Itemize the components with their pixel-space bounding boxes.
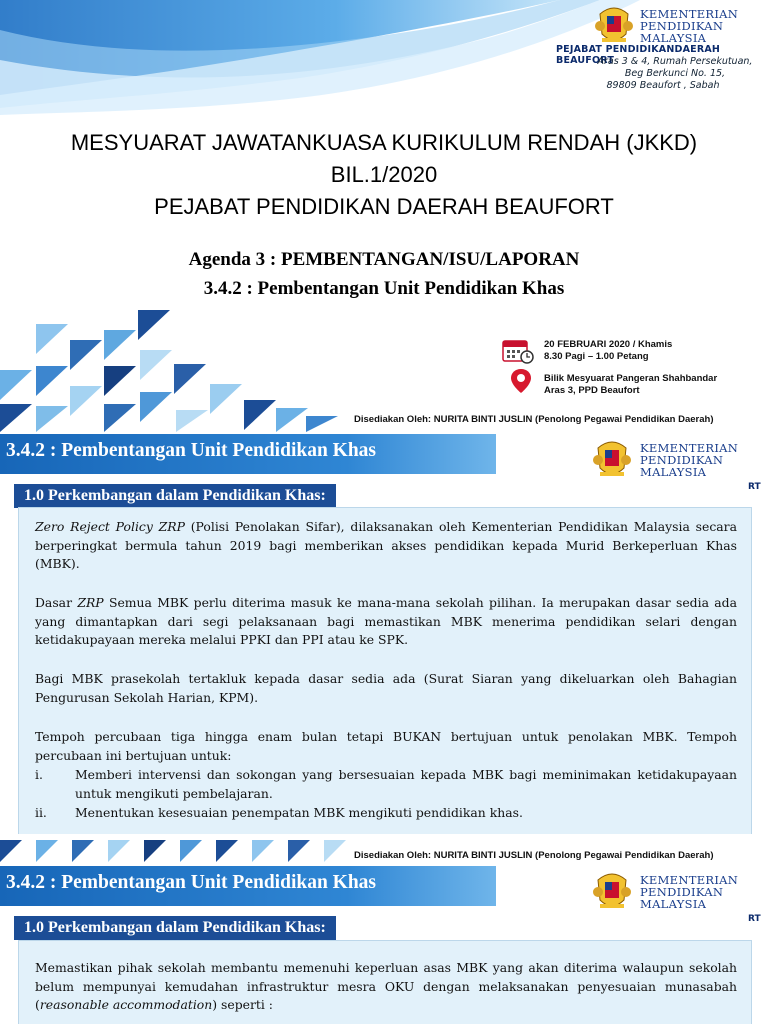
ministry-name	[640, 442, 738, 478]
section-banner: 1.0 Perkembangan dalam Pendidikan Khas:	[14, 484, 336, 508]
triangle-pattern	[0, 300, 340, 432]
office-name: PEJABAT PENDIDIKANDAERAH BEAUFORT	[556, 44, 721, 66]
zrp-abbrev: ZRP	[77, 595, 104, 610]
address-line-1: Aras 3 & 4, Rumah Persekutuan,	[597, 56, 753, 67]
list-item-number: i.	[35, 767, 43, 782]
meeting-venue-line-2: Aras 3, PPD Beaufort	[544, 385, 640, 396]
ministry-line-1: KEMENTERIAN	[640, 873, 739, 887]
list-item-text: Memberi intervensi dan sokongan yang bersesuaian kepada MBK bagi meminimakan ketidakupayaan untuk mengikuti pembelajaran.	[75, 767, 737, 801]
list-item-text: Menentukan kesesuaian penempatan MBK mengikuti pendidikan khas.	[75, 805, 523, 820]
meeting-date: 20 FEBRUARI 2020 / Khamis	[544, 339, 673, 350]
paragraph-dasar-lead: Dasar	[35, 595, 78, 610]
content-slide-2	[0, 866, 768, 1024]
prepared-by: Disediakan Oleh: NURITA BINTI JUSLIN (Penolong Pegawai Pendidikan Daerah)	[354, 850, 714, 861]
meeting-title-line-3: PEJABAT PENDIDIKAN DAERAH BEAUFORT	[154, 194, 614, 219]
office-name-overflow: RT	[748, 914, 761, 924]
subagenda-title: 3.4.2 : Pembentangan Unit Pendidikan Khas	[203, 278, 565, 299]
paragraph-zrp	[35, 518, 737, 574]
location-pin-icon	[510, 368, 532, 394]
meeting-title-line-1: MESYUARAT JAWATANKUASA KURIKULUM RENDAH (JKKD)	[70, 130, 698, 155]
calendar-clock-icon	[502, 338, 534, 364]
list-item-number: ii.	[35, 805, 47, 820]
ministry-line-3: MALAYSIA	[640, 897, 707, 911]
crest-icon	[590, 870, 634, 914]
slide-header-title: 3.4.2 : Pembentangan Unit Pendidikan Khas	[6, 872, 377, 893]
content-slide-1	[0, 434, 768, 834]
ministry-line-3: MALAYSIA	[640, 31, 707, 45]
section-banner: 1.0 Perkembangan dalam Pendidikan Khas:	[14, 916, 336, 940]
title-slide	[0, 0, 768, 432]
paragraph-prasekolah: Bagi MBK prasekolah tertakluk kepada dasar sedia ada (Surat Siaran yang dikeluarkan oleh Bahagian Pengurusan Sekolah Harian, KPM).	[35, 671, 737, 705]
address-line-2: Beg Berkunci No. 15,	[624, 68, 726, 79]
ministry-name	[640, 874, 738, 910]
crest-icon	[590, 438, 634, 482]
reasonable-accommodation-term: reasonable accommodation	[39, 997, 213, 1012]
paragraph-zrp-text: (Polisi Penolakan Sifar), dilaksanakan oleh Kementerian Pendidikan Malaysia secara berperingkat bermula tahun 2019 bagi memberikan akses pendidikan kepada Murid Berkeperluan Khas (MBK).	[35, 519, 737, 571]
triangle-strip	[0, 840, 360, 862]
paragraph-penyesuaian-tail: ) seperti :	[212, 997, 273, 1012]
crest-icon	[592, 4, 636, 48]
meeting-venue-line-1: Bilik Mesyuarat Pangeran Shahbandar	[544, 373, 718, 384]
ministry-line-2: PENDIDIKAN	[640, 885, 724, 899]
slide-header-title: 3.4.2 : Pembentangan Unit Pendidikan Khas	[6, 440, 377, 461]
meeting-time: 8.30 Pagi – 1.00 Petang	[544, 351, 649, 362]
slide-header-bar	[0, 866, 496, 906]
content-box	[18, 940, 752, 1024]
zrp-term: Zero Reject Policy ZRP	[35, 519, 185, 534]
paragraph-dasar	[35, 594, 737, 650]
prepared-by: Disediakan Oleh: NURITA BINTI JUSLIN (Penolong Pegawai Pendidikan Daerah)	[354, 414, 714, 425]
ministry-name	[640, 8, 738, 44]
address-line-3: 89809 Beaufort , Sabah	[606, 80, 720, 91]
ministry-line-1: KEMENTERIAN	[640, 7, 739, 21]
paragraph-penyesuaian	[35, 959, 737, 1015]
slide-header-bar	[0, 434, 496, 474]
paragraph-dasar-text: Semua MBK perlu diterima masuk ke mana-mana sekolah pilihan. Ia merupakan dasar sedia ada yang dimantapkan dari segi pelaksanaan bagi memastikan MBK menerima pendidikan selari dengan ketidakupayaan mereka melalui PPKI dan PPI atau ke SPK.	[35, 595, 737, 647]
ministry-line-1: KEMENTERIAN	[640, 441, 739, 455]
meeting-title-line-2: BIL.1/2020	[330, 162, 438, 187]
paragraph-penyesuaian-lead: Memastikan pihak sekolah membantu memenuhi keperluan asas MBK yang akan diterima walaupun sekolah belum mempunyai kemudahan infrastruktur mesra OKU dengan melaksanakan penyesuaian munasabah (	[35, 960, 737, 1012]
office-name-overflow: RT	[748, 482, 761, 492]
ministry-line-3: MALAYSIA	[640, 465, 707, 479]
content-box	[18, 507, 752, 834]
agenda-title: Agenda 3 : PEMBENTANGAN/ISU/LAPORAN	[188, 249, 580, 270]
paragraph-tempoh: Tempoh percubaan tiga hingga enam bulan tetapi BUKAN bertujuan untuk penolakan MBK. Tempoh percubaan ini bertujuan untuk:	[35, 729, 737, 763]
ministry-line-2: PENDIDIKAN	[640, 19, 724, 33]
ministry-line-2: PENDIDIKAN	[640, 453, 724, 467]
